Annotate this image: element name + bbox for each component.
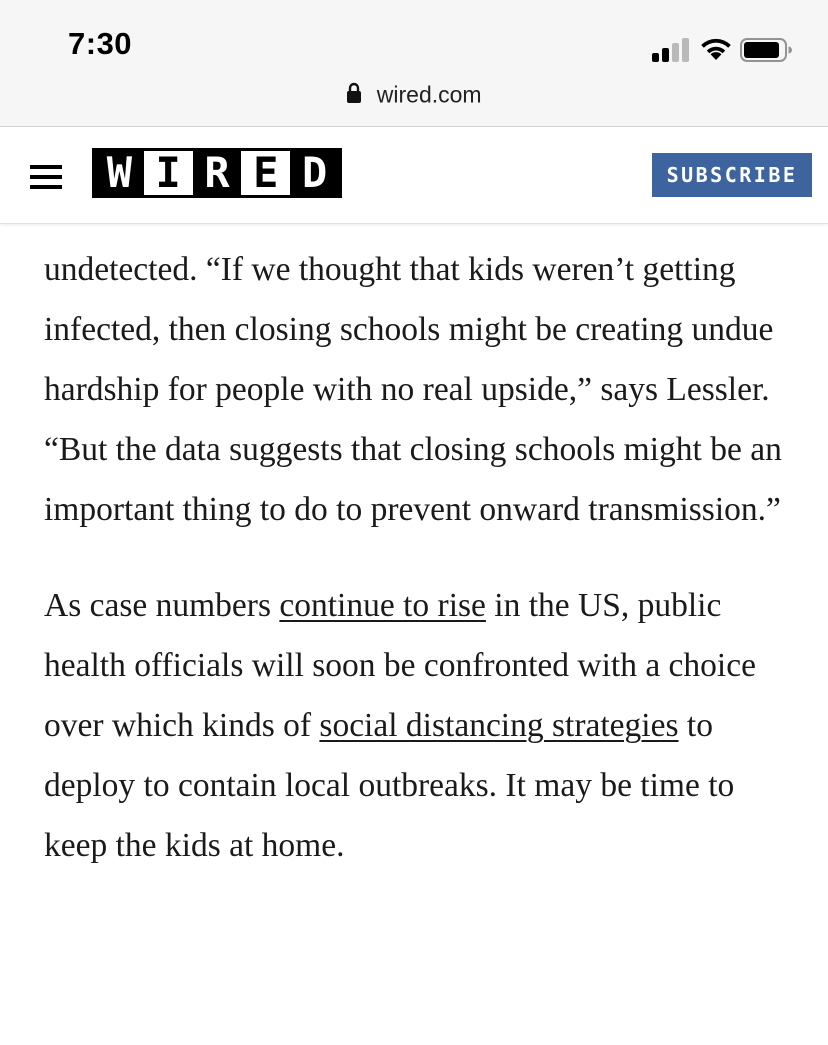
subscribe-button[interactable]: SUBSCRIBE — [652, 153, 812, 197]
logo-letter-r: R — [193, 151, 242, 195]
battery-icon — [740, 38, 792, 62]
social-distancing-strategies-link[interactable]: social distancing strategies — [319, 707, 679, 744]
lock-icon — [346, 82, 362, 104]
hamburger-menu-icon[interactable] — [30, 165, 62, 189]
article-paragraph — [44, 576, 794, 876]
logo-letter-e: E — [241, 151, 290, 195]
paragraph-text: As case numbers — [44, 587, 280, 624]
continue-to-rise-link[interactable]: continue to rise — [279, 587, 486, 624]
wired-logo[interactable] — [92, 148, 342, 198]
url-bar[interactable] — [0, 80, 828, 112]
wifi-icon — [698, 36, 734, 62]
browser-top-bar — [0, 0, 828, 127]
site-header — [0, 127, 828, 224]
article-paragraph: undetected. “If we thought that kids weren’t getting infected, then closing schools might be creating undue hardship for people with no real upside,” says Lessler. “But the data suggests that closing schools might be an important thing to do to prevent onward transmission.” — [44, 251, 782, 528]
status-time: 7:30 — [68, 26, 133, 61]
paragraph-text: to deploy to contain local outbreaks. It may be time to keep the kids at home. — [44, 707, 735, 864]
logo-letter-d: D — [290, 151, 339, 195]
logo-letter-w: W — [95, 151, 144, 195]
article-body — [44, 240, 794, 876]
url-domain: wired.com — [376, 81, 482, 108]
cellular-signal-icon — [652, 38, 692, 62]
paragraph-text: in the US, public health officials will soon be confronted with a choice over which kinds of — [44, 587, 756, 744]
logo-letter-i: I — [144, 151, 193, 195]
